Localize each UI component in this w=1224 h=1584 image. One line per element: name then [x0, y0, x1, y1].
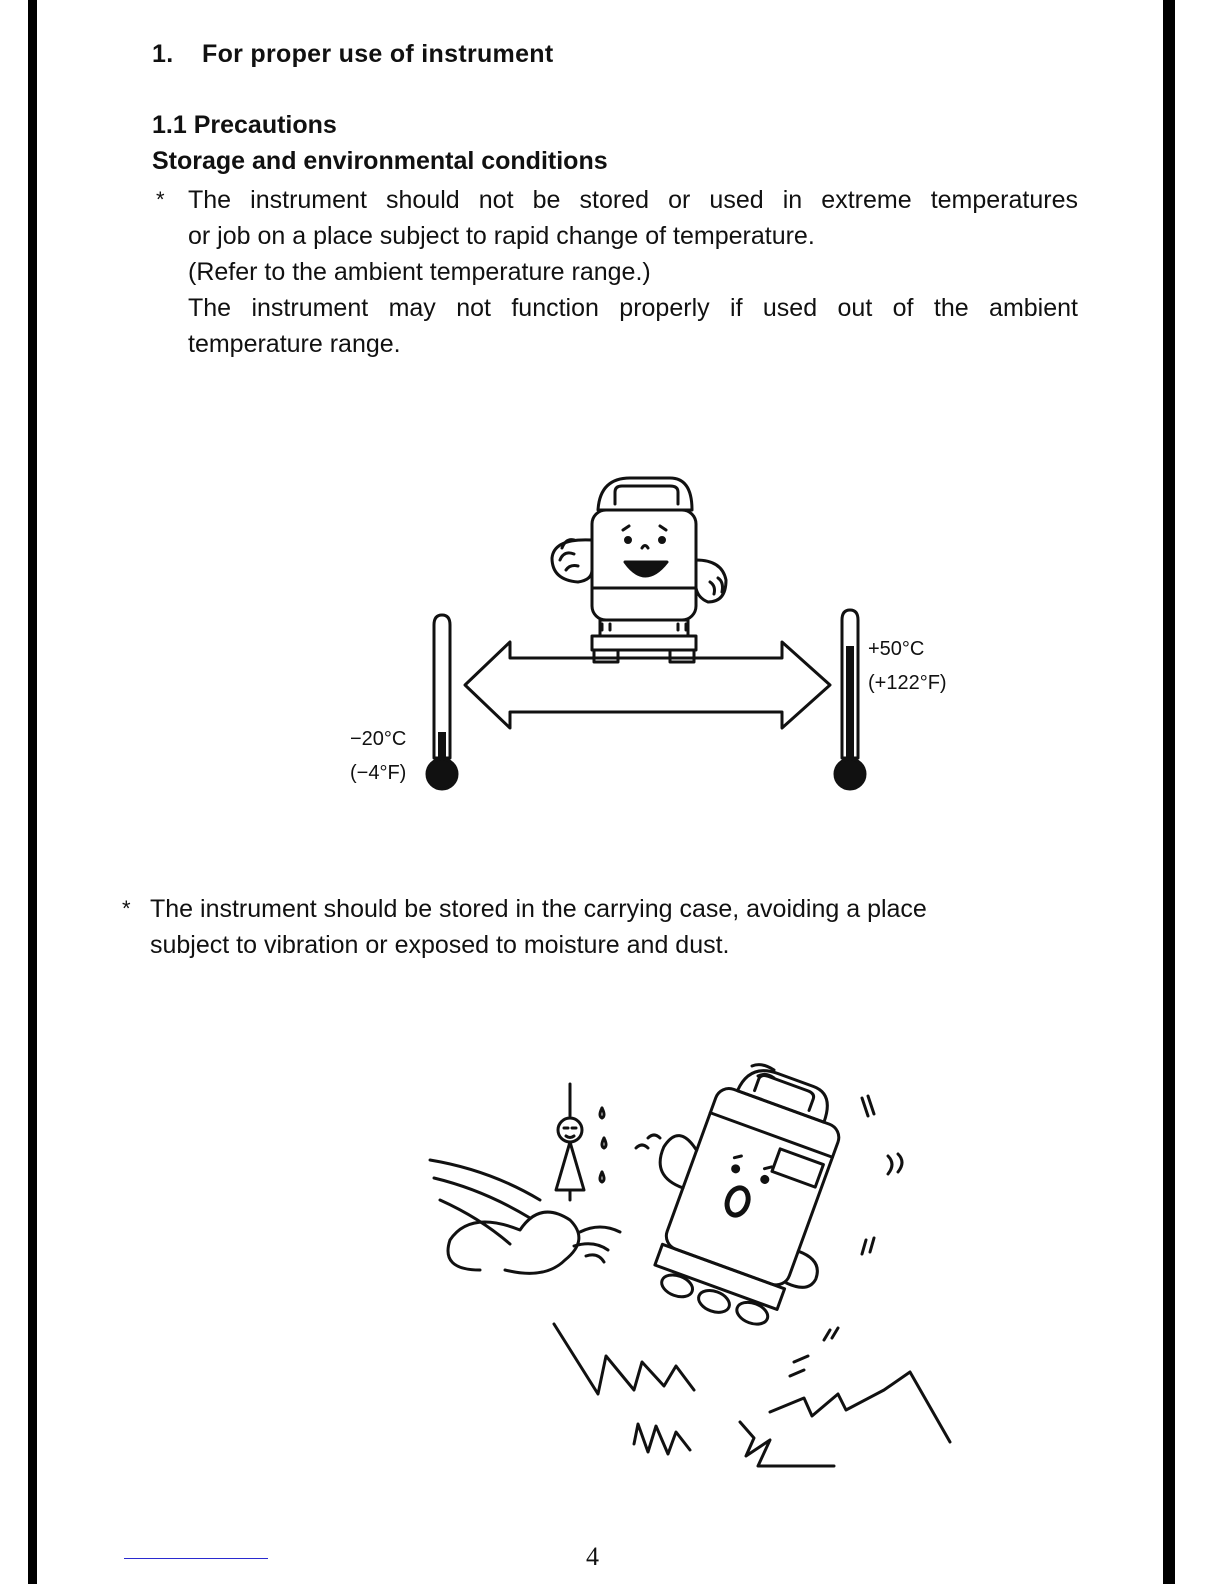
earthquake-zigzag-icon	[554, 1324, 950, 1466]
footer-rule	[124, 1558, 268, 1559]
bullet-text	[150, 891, 1040, 963]
double-arrow-icon	[465, 642, 830, 728]
shaking-instrument-icon	[617, 1060, 878, 1341]
bullet-line: or job on a place subject to rapid change of temperature.	[188, 222, 815, 250]
subsection-heading: 1.1 Precautions	[152, 111, 337, 139]
bullet-line: (Refer to the ambient temperature range.)	[188, 258, 651, 286]
bullet-line: subject to vibration or exposed to moisture and dust.	[150, 931, 730, 959]
temp-low-celsius: −20°C	[350, 728, 407, 750]
bullet-line: The instrument should not be stored or used in extreme temperatures	[188, 186, 1078, 214]
wind-chime-icon	[556, 1084, 584, 1200]
thermometer-low-icon	[427, 615, 457, 789]
bullet-marker: *	[156, 187, 165, 212]
thermometer-high-icon	[835, 610, 865, 789]
temp-low-fahrenheit: (−4°F)	[350, 762, 407, 784]
page-number: 4	[586, 1542, 599, 1571]
bullet-line: The instrument may not function properly if used out of the ambient	[188, 294, 1078, 322]
bullet-marker: *	[122, 896, 131, 921]
section-title: For proper use of instrument	[202, 40, 554, 68]
section-number: 1.	[152, 40, 174, 68]
vibration-moisture-illustration	[410, 1060, 970, 1480]
temp-high-fahrenheit: (+122°F)	[868, 672, 947, 694]
bullet-text	[188, 182, 1078, 362]
subheading: Storage and environmental conditions	[152, 147, 608, 175]
temp-high-label	[868, 632, 947, 700]
instrument-mascot-icon	[552, 478, 726, 662]
page-border-right	[1163, 0, 1175, 1584]
bullet-line: temperature range.	[188, 330, 401, 358]
section-heading	[152, 40, 553, 69]
page-border-left	[28, 0, 37, 1584]
wind-gust-icon	[430, 1160, 620, 1273]
temp-high-celsius: +50°C	[868, 638, 925, 660]
water-drops-icon	[600, 1108, 606, 1182]
temp-low-label	[350, 722, 406, 790]
bullet-line: The instrument should be stored in the carrying case, avoiding a place	[150, 895, 927, 923]
